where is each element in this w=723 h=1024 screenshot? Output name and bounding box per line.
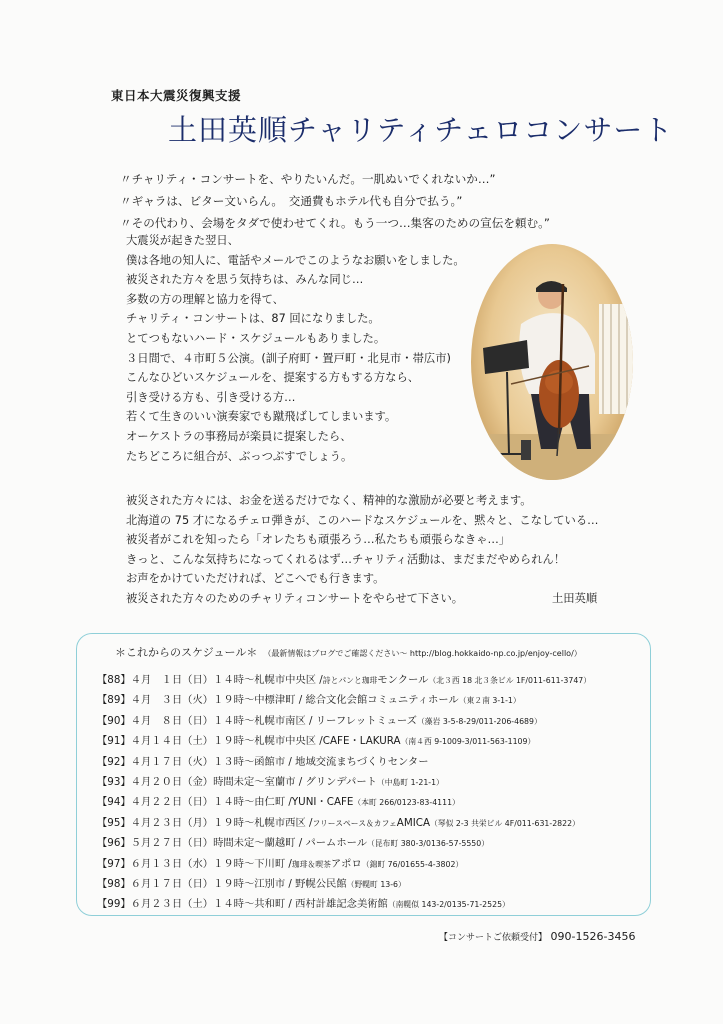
cellist-photo — [471, 244, 633, 480]
quote-line: 〃チャリティ・コンサートを、やりたいんだ。一肌ぬいでくれないか…” — [120, 172, 496, 186]
row-main: 【98】６月１７日（日）１９時～江別市 / 野幌公民館 — [97, 877, 347, 890]
row-main: 【88】４月 １日（日）１４時～札幌市中央区 / — [97, 674, 323, 686]
body-line: とてつもないハード・スケジュールもありました。 — [126, 331, 386, 345]
schedule-row — [97, 772, 591, 792]
schedule-row — [97, 792, 591, 812]
row-address: （藻岩 3-5-8-29/011-206-4689） — [416, 716, 542, 726]
body-line: きっと、こんな気持ちになってくれるはず…チャリティ活動は、まだまだやめられん！ — [126, 552, 566, 566]
row-main: 【96】５月２７日（日）時間未定～蘭越町 / パームホール — [97, 837, 368, 850]
row-main: 【89】４月 ３日（火）１９時～中標津町 / 総合文化会館コミュニティホール — [97, 694, 459, 707]
body-line: 被災された方々には、お金を送るだけでなく、精神的な激励が必要と考えます。 — [126, 494, 532, 507]
row-venue: アポロ — [330, 857, 362, 870]
schedule-row — [97, 752, 591, 772]
quote-line: 〃ギャラは、ビター文いらん。 交通費もホテル代も自分で払う。” — [120, 194, 463, 208]
schedule-box — [76, 633, 651, 916]
schedule-heading — [115, 644, 582, 660]
row-main: 【95】４月２３日（月）１９時～札幌市西区 / — [97, 816, 313, 829]
cellist-illustration — [471, 244, 633, 480]
row-address: （琴似 2-3 共栄ビル 4F/011-631-2822） — [430, 818, 580, 828]
body-line: お声をかけていただければ、どこへでも行きます。 — [126, 572, 385, 586]
schedule-row — [97, 854, 591, 874]
page-title: 土田英順チャリティチェロコンサート — [168, 113, 674, 147]
body-line: 引き受ける方も、引き受ける方… — [126, 390, 296, 404]
row-main: 【90】４月 ８日（日）１４時～札幌市南区 / リーフレットミューズ — [97, 714, 417, 727]
row-address: （南４西 9-1009-3/011-563-1109） — [400, 737, 536, 747]
schedule-row — [97, 894, 591, 914]
schedule-title: ＊これからのスケジュール＊ — [115, 646, 258, 659]
row-address: （本町 266/0123-83-4111） — [353, 798, 460, 808]
body-line: チャリティ・コンサートは、87 回になりました。 — [126, 312, 380, 326]
contact-label: 【コンサートご依頼受付】 — [439, 933, 548, 943]
schedule-row — [97, 690, 591, 710]
row-venue-type: フリースペース＆カフェ — [312, 818, 397, 828]
body-paragraph-1 — [126, 231, 465, 466]
body-line: たちどころに組合が、ぶっつぶすでしょう。 — [126, 449, 353, 463]
schedule-note: （最新情報はブログでご確認ください～ http://blog.hokkaido-np.co.jp/enjoy-cello/） — [263, 649, 582, 658]
body-line: 多数の方の理解と協力を得て、 — [126, 292, 284, 306]
body-line: 被災された方々のためのチャリティコンサートをやらせて下さい。 — [126, 591, 464, 605]
row-address: （錦町 76/01655-4-3802） — [361, 859, 464, 869]
schedule-rows — [97, 670, 591, 915]
row-venue: AMICA — [396, 816, 430, 829]
row-main: 【99】６月２３日（土）１４時～共和町 / 西村計雄記念美術館 — [97, 898, 388, 911]
row-venue: モンクール — [377, 674, 429, 686]
schedule-row — [97, 813, 591, 833]
row-main: 【94】４月２２日（日）１４時～由仁町 /YUNI・CAFE — [97, 796, 354, 809]
schedule-row — [97, 874, 591, 894]
row-main: 【93】４月２０日（金）時間未定～室蘭市 / グリンデパート — [97, 775, 377, 788]
body-line: オーケストラの事務局が楽員に提案したら、 — [126, 429, 352, 443]
row-address: （中島町 1-21-1） — [376, 777, 444, 787]
row-main: 【92】４月１７日（火）１３時～函館市 / 地域交流まちづくりセンター — [97, 755, 429, 768]
body-line: 被災者がこれを知ったら「オレたちも頑張ろう…私たちも頑張らなきゃ…」 — [126, 533, 511, 547]
row-address: （南幌似 143-2/0135-71-2525） — [387, 900, 510, 910]
subtitle: 東日本大震災復興支援 — [111, 88, 242, 103]
row-main: 【91】４月１４日（土）１９時～札幌市中央区 /CAFE・LAKURA — [97, 735, 401, 748]
body-line: こんなひどいスケジュールを、提案する方もする方なら、 — [126, 371, 420, 385]
contact-phone: 090-1526-3456 — [550, 930, 636, 943]
row-address: （野幌町 13-6） — [346, 879, 406, 889]
contact-line — [439, 930, 635, 943]
body-line: 大震災が起きた翌日、 — [126, 234, 239, 247]
row-address: （東２南 3-1-1） — [458, 696, 521, 706]
body-line: 若くて生きのいい演奏家でも蹴飛ばしてしまいます。 — [126, 410, 397, 424]
body-line: ３日間で、４市町５公演。(訓子府町・置戸町・北見市・帯広市) — [126, 351, 451, 365]
signature: 土田英順 — [552, 592, 598, 605]
row-venue-type: 珈琲＆喫茶 — [291, 859, 331, 869]
quotes-block — [120, 168, 550, 234]
schedule-row — [97, 711, 591, 731]
body-line: 被災された方々を思う気持ちは、みんな同じ… — [126, 273, 364, 287]
schedule-row — [97, 833, 591, 853]
quote-line: 〃その代わり、会場をタダで使わせてくれ。もう一つ…集客のための宣伝を頼む。” — [120, 216, 550, 230]
row-venue-type: 詩とパンと珈琲 — [322, 676, 378, 685]
body-line: 僕は各地の知人に、電話やメールでこのようなお願いをしました。 — [126, 253, 465, 267]
row-address: （昆布町 380-3/0136-57-5550） — [367, 839, 490, 849]
schedule-row — [97, 731, 591, 751]
row-address: （北３西 18 北３条ビル 1F/011-611-3747） — [428, 676, 592, 685]
row-main: 【97】６月１３日（水）１９時～下川町 / — [97, 857, 292, 870]
schedule-row — [97, 670, 591, 690]
body-line: 北海道の 75 才になるチェロ弾きが、このハードなスケジュールを、黙々と、こなしている… — [126, 513, 599, 527]
